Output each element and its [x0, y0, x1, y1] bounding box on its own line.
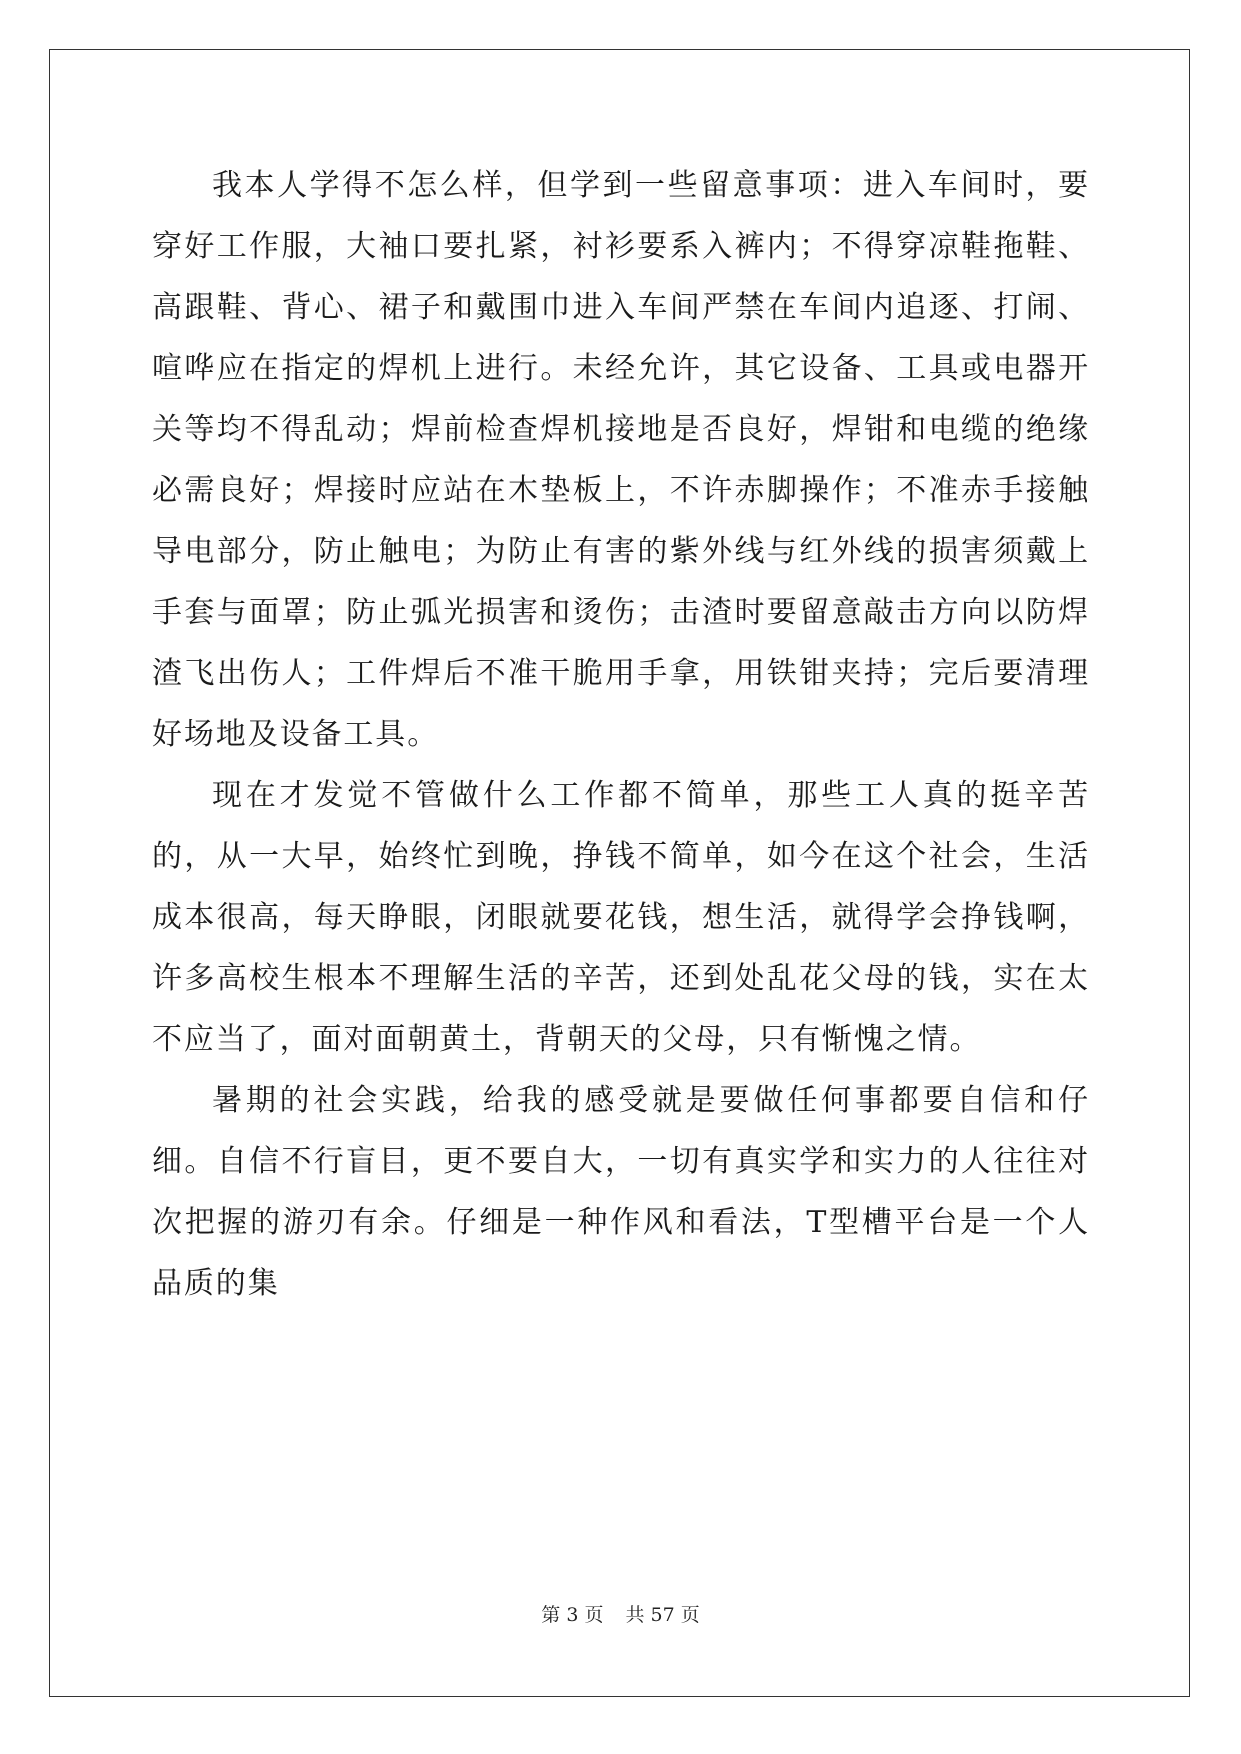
page-total: 共 57 页 [625, 1604, 700, 1626]
paragraph-summer-practice: 暑期的社会实践，给我的感受就是要做任何事都要自信和仔细。自信不行盲目，更不要自大，一切有真实学和实力的人往往对次把握的游刃有余。仔细是一种作风和看法，T型槽平台是一个人品质的集 [152, 1083, 1090, 1301]
paragraph-safety-notes: 我本人学得不怎么样，但学到一些留意事项：进入车间时，要穿好工作服，大袖口要扎紧，衬衫要系入裤内；不得穿凉鞋拖鞋、高跟鞋、背心、裙子和戴围巾进入车间严禁在车间内追逐、打闹、喧哗应在指定的焊机上进行。未经允许，其它设备、工具或电器开关等均不得乱动；焊前检查焊机接地是否良好，焊钳和电缆的绝缘必需良好；焊接时应站在木垫板上，不许赤脚操作；不准赤手接触导电部分，防止触电；为防止有害的紫外线与红外线的损害须戴上手套与面罩；防止弧光损害和烫伤；击渣时要留意敲击方向以防焊渣飞出伤人；工件焊后不准干脆用手拿，用铁钳夹持；完后要清理好场地及设备工具。 [152, 168, 1090, 752]
paragraph-work-reflection: 现在才发觉不管做什么工作都不简单，那些工人真的挺辛苦的，从一大早，始终忙到晚，挣钱不简单，如今在这个社会，生活成本很高，每天睁眼，闭眼就要花钱，想生活，就得学会挣钱啊，许多高校生根本不理解生活的辛苦，还到处乱花父母的钱，实在太不应当了，面对面朝黄土，背朝天的父母，只有惭愧之情。 [152, 778, 1090, 1057]
page-number: 第 3 页 [541, 1604, 604, 1626]
document-body [152, 155, 1090, 1314]
page-footer [0, 1600, 1241, 1627]
